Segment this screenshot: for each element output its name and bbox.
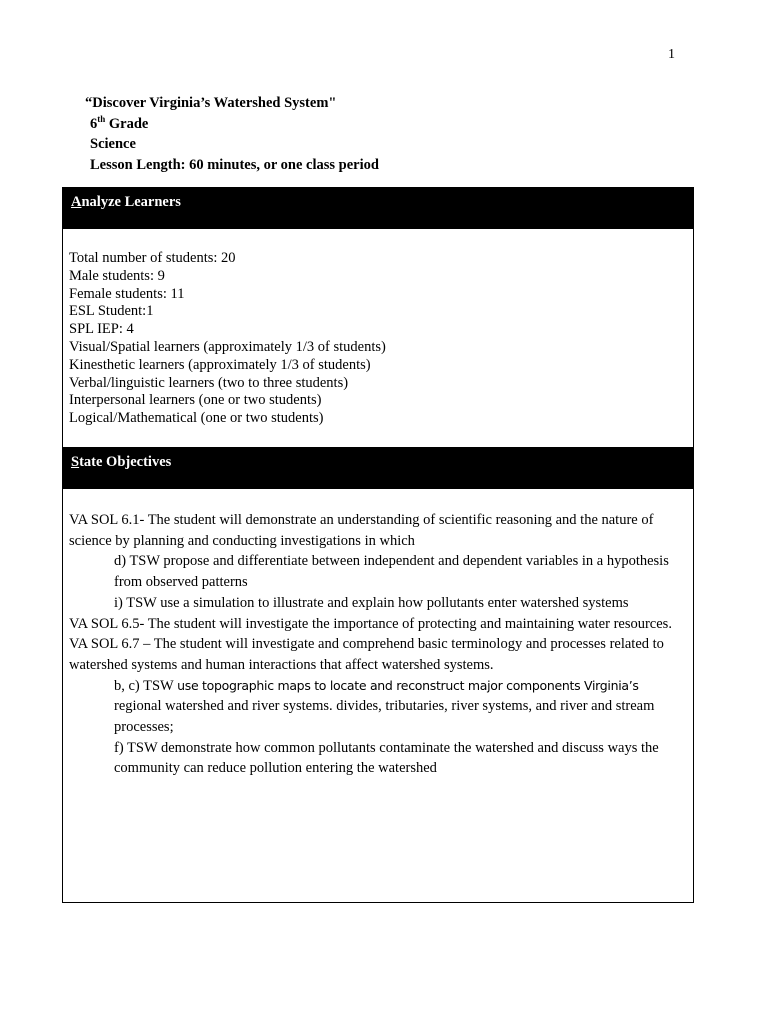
sol-6-1-i: i) TSW use a simulation to illustrate and explain how pollutants enter watershed systems [114, 594, 629, 611]
sol-6-7-f: f) TSW demonstrate how common pollutants contaminate the watershed and discuss ways the community can reduce pollution entering the watershed [114, 739, 659, 777]
objectives-body [63, 489, 693, 779]
heading-initial: A [71, 194, 82, 210]
list-item: Interpersonal learners (one or two students) [69, 392, 322, 409]
lesson-plan-table [62, 187, 694, 903]
list-item: Total number of students: 20 [69, 250, 236, 266]
lesson-subject: Science [90, 136, 136, 152]
list-item: SPL IEP: 4 [69, 321, 134, 338]
list-item: Female students: 11 [69, 285, 185, 302]
sol-6-7: VA SOL 6.7 – The student will investigate and comprehend basic terminology and processes related to watershed systems and human interactions that affect watershed systems. [69, 636, 664, 673]
list-item: Visual/Spatial learners (approximately 1/3 of students) [69, 338, 386, 355]
lesson-header [85, 93, 379, 175]
list-item: Verbal/linguistic learners (two to three students) [69, 374, 349, 391]
lesson-length: Lesson Length: 60 minutes, or one class period [90, 156, 379, 173]
grade-number: 6 [90, 115, 98, 132]
lesson-grade [85, 114, 379, 135]
state-objectives-heading [63, 448, 693, 489]
grade-suffix: th [97, 113, 106, 124]
list-item: Male students: 9 [69, 267, 165, 284]
list-item: Logical/Mathematical (one or two students) [69, 410, 324, 427]
list-item: Kinesthetic learners (approximately 1/3 of students) [69, 356, 371, 373]
sol-6-7-bc [69, 676, 687, 738]
sol-6-1: VA SOL 6.1- The student will demonstrate an understanding of scientific reasoning and the nature of science by planning and conducting investigations in which [69, 512, 654, 549]
heading-text: tate Objectives [79, 454, 172, 470]
sol-6-7-bc-prefix: b, c) TSW [114, 677, 178, 694]
heading-text: nalyze Learners [81, 194, 181, 210]
analyze-learners-heading [63, 188, 693, 229]
list-item: ESL Student:1 [69, 303, 154, 320]
heading-initial: S [71, 454, 80, 470]
sol-6-5: VA SOL 6.5- The student will investigate the importance of protecting and maintaining water resources. [69, 615, 672, 632]
sol-6-7-bc-rest: regional watershed and river systems. divides, tributaries, river systems, and river and stream processes; [114, 698, 655, 736]
grade-word: Grade [105, 115, 149, 132]
page-number: 1 [668, 47, 675, 62]
sol-6-7-bc-sans: use topographic maps to locate and reconstruct major components Virginia’s [177, 677, 639, 693]
lesson-title: “Discover Virginia’s Watershed System" [85, 95, 337, 111]
sol-6-1-d: d) TSW propose and differentiate between independent and dependent variables in a hypothesis from observed patterns [114, 553, 669, 591]
learners-list [63, 229, 693, 448]
